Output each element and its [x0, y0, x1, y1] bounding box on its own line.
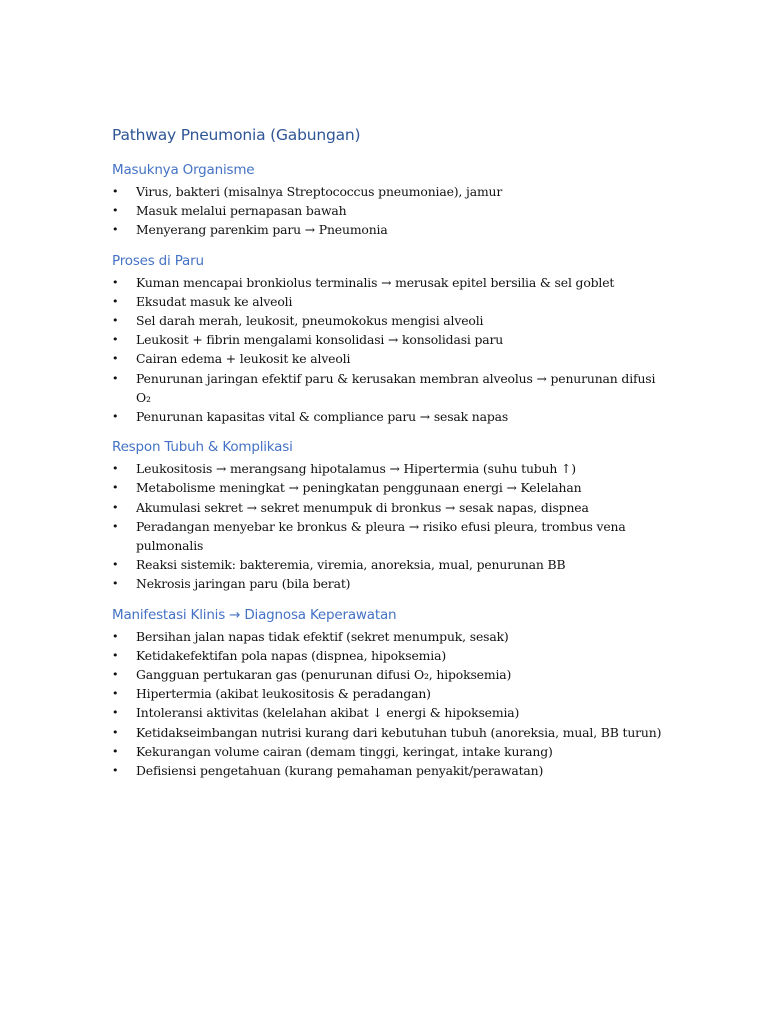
bullet-icon: • — [112, 706, 119, 720]
bullet-icon: • — [112, 223, 119, 237]
bullet-list — [112, 182, 672, 240]
list-item — [112, 574, 672, 593]
list-item — [112, 684, 672, 703]
list-item-text: Penurunan kapasitas vital & compliance paru → sesak napas — [136, 409, 509, 425]
list-item — [112, 703, 672, 722]
list-item — [112, 273, 672, 292]
section — [112, 160, 672, 240]
list-item — [112, 407, 672, 426]
list-item — [112, 627, 672, 646]
section-heading: Proses di Paru — [112, 252, 204, 269]
list-item-text: Penurunan jaringan efektif paru & kerusakan membran alveolus → penurunan difusi O₂ — [136, 370, 656, 405]
list-item-text: Metabolisme meningkat → peningkatan penggunaan energi → Kelelahan — [136, 480, 582, 496]
list-item — [112, 292, 672, 311]
section-heading: Manifestasi Klinis → Diagnosa Keperawatan — [112, 606, 397, 623]
list-item — [112, 478, 672, 497]
section — [112, 251, 672, 427]
bullet-list — [112, 459, 672, 593]
list-item-text: Masuk melalui pernapasan bawah — [136, 203, 347, 219]
list-item — [112, 459, 672, 478]
bullet-icon: • — [112, 629, 119, 643]
list-item-text: Defisiensi pengetahuan (kurang pemahaman penyakit/perawatan) — [136, 763, 544, 779]
bullet-icon: • — [112, 314, 119, 328]
list-item-text: Eksudat masuk ke alveoli — [136, 293, 293, 309]
list-item-text: Peradangan menyebar ke bronkus & pleura → risiko efusi pleura, trombus vena pulmonalis — [136, 518, 626, 554]
section-heading: Respon Tubuh & Komplikasi — [112, 439, 293, 456]
bullet-icon: • — [112, 204, 119, 218]
list-item-text: Akumulasi sekret → sekret menumpuk di bronkus → sesak napas, dispnea — [136, 499, 589, 515]
bullet-icon: • — [112, 668, 119, 682]
bullet-list — [112, 273, 672, 427]
list-item-text: Leukositosis → merangsang hipotalamus → Hipertermia (suhu tubuh ↑) — [136, 461, 576, 477]
list-item-text: Nekrosis jaringan paru (bila berat) — [136, 576, 351, 592]
list-item — [112, 742, 672, 761]
list-item — [112, 220, 672, 239]
list-item — [112, 646, 672, 665]
list-item — [112, 201, 672, 220]
bullet-icon: • — [112, 352, 119, 366]
section — [112, 605, 672, 781]
bullet-icon: • — [112, 519, 119, 533]
list-item-text: Intoleransi aktivitas (kelelahan akibat ↓ energi & hipoksemia) — [136, 705, 520, 721]
list-item — [112, 723, 672, 742]
section — [112, 437, 672, 593]
list-item-text: Ketidakseimbangan nutrisi kurang dari kebutuhan tubuh (anoreksia, mual, BB turun) — [136, 724, 662, 740]
list-item — [112, 330, 672, 349]
bullet-icon: • — [112, 294, 119, 308]
bullet-list — [112, 627, 672, 781]
list-item-text: Bersihan jalan napas tidak efektif (sekret menumpuk, sesak) — [136, 628, 509, 644]
sections-container — [112, 160, 672, 780]
list-item — [112, 311, 672, 330]
bullet-icon: • — [112, 687, 119, 701]
list-item-text: Cairan edema + leukosit ke alveoli — [136, 351, 351, 367]
bullet-icon: • — [112, 371, 119, 385]
list-item-text: Kuman mencapai bronkiolus terminalis → merusak epitel bersilia & sel goblet — [136, 274, 615, 290]
list-item-text: Leukosit + fibrin mengalami konsolidasi → konsolidasi paru — [136, 332, 504, 348]
list-item-text: Sel darah merah, leukosit, pneumokokus mengisi alveoli — [136, 313, 484, 329]
bullet-icon: • — [112, 185, 119, 198]
bullet-icon: • — [112, 558, 119, 572]
list-item-text: Reaksi sistemik: bakteremia, viremia, anoreksia, mual, penurunan BB — [136, 557, 566, 573]
list-item — [112, 555, 672, 574]
list-item-text: Menyerang parenkim paru → Pneumonia — [136, 222, 388, 238]
bullet-icon: • — [112, 764, 119, 778]
section-heading: Masuknya Organisme — [112, 162, 255, 178]
list-item — [112, 517, 672, 555]
bullet-icon: • — [112, 333, 119, 347]
list-item-text: Hipertermia (akibat leukositosis & peradangan) — [136, 686, 431, 702]
list-item-text: Ketidakefektifan pola napas (dispnea, hipoksemia) — [136, 647, 446, 663]
list-item — [112, 182, 672, 201]
bullet-icon: • — [112, 744, 119, 758]
list-item-text: Kekurangan volume cairan (demam tinggi, keringat, intake kurang) — [136, 743, 553, 759]
list-item — [112, 498, 672, 517]
list-item-text: Virus, bakteri (misalnya Streptococcus pneumoniae), jamur — [136, 184, 503, 199]
bullet-icon: • — [112, 462, 119, 476]
document-title: Pathway Pneumonia (Gabungan) — [112, 126, 361, 144]
bullet-icon: • — [112, 500, 119, 514]
list-item — [112, 349, 672, 368]
bullet-icon: • — [112, 648, 119, 662]
list-item — [112, 761, 672, 780]
bullet-icon: • — [112, 725, 119, 739]
document-body — [112, 124, 672, 791]
list-item-text: Gangguan pertukaran gas (penurunan difusi O₂, hipoksemia) — [136, 667, 512, 683]
list-item — [112, 369, 672, 407]
bullet-icon: • — [112, 481, 119, 495]
list-item — [112, 665, 672, 684]
bullet-icon: • — [112, 410, 119, 424]
bullet-icon: • — [112, 275, 119, 289]
bullet-icon: • — [112, 577, 119, 591]
